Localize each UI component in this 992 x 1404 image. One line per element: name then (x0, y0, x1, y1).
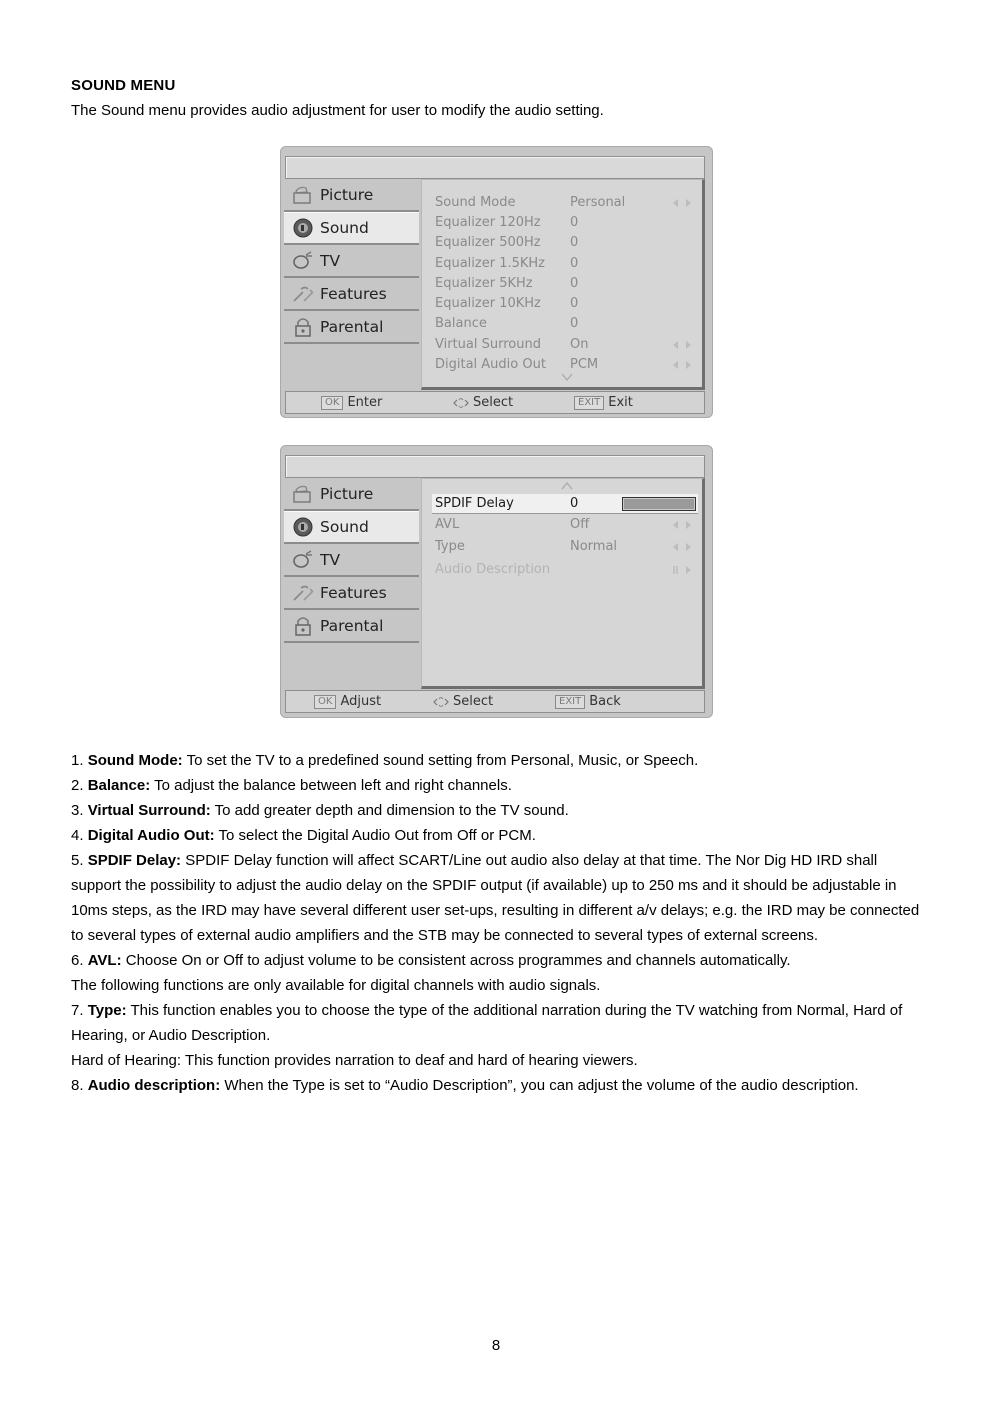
footer-select (433, 694, 493, 709)
sidebar-item-label: Picture (320, 484, 374, 503)
sidebar-item-parental[interactable] (284, 610, 419, 643)
sidebar-item-label: Picture (320, 185, 374, 204)
footer-exit (574, 395, 633, 410)
sidebar-item-label: TV (320, 550, 341, 569)
desc-virtual-surround (71, 798, 931, 823)
parental-icon (291, 615, 315, 637)
row-label: Balance (435, 316, 487, 331)
desc-number: 7. (71, 1002, 84, 1019)
sidebar-item-label: Parental (320, 317, 384, 336)
menu-row-virtual-surround[interactable] (432, 335, 698, 354)
footer-ok-enter (321, 395, 382, 410)
footer-ok-adjust (314, 694, 381, 709)
page-number: 8 (491, 1337, 501, 1354)
scroll-up-icon[interactable] (561, 482, 573, 493)
menu-row-equalizer-120hz[interactable] (432, 213, 698, 232)
sidebar-item-parental[interactable] (284, 311, 419, 344)
menu-row-avl[interactable] (432, 515, 698, 534)
sidebar-item-picture[interactable] (284, 478, 419, 511)
row-value: On (570, 337, 589, 352)
menu-row-equalizer-10khz[interactable] (432, 294, 698, 313)
menu-row-audio-description[interactable] (432, 560, 698, 579)
navigate-arrows-icon (453, 397, 469, 409)
menu-title-bar (285, 455, 705, 478)
footer-label: Select (453, 694, 494, 709)
row-value: 0 (570, 296, 579, 311)
desc-number: 4. (71, 827, 84, 844)
row-value: PCM (570, 357, 599, 372)
desc-text: SPDIF Delay function will affect SCART/Line out audio also delay at that time. The Nor Dig HD IRD shall support the possibility to adjust the audio delay on the SPDIF output (if available) up to 250 ms and it should be adjustable in 10ms steps, as the IRD may have several different user set-ups, resulting in different a/v delays; e.g. the IRD may be connected to several types of external audio amplifiers and the STB may be connected to several types of external screens. (71, 852, 920, 944)
sidebar-item-label: TV (320, 251, 341, 270)
sidebar-item-features[interactable] (284, 577, 419, 610)
desc-text: To set the TV to a predefined sound setting from Personal, Music, or Speech. (182, 752, 699, 769)
menu-content-panel (421, 179, 705, 390)
desc-number: 3. (71, 802, 84, 819)
menu-sidebar (284, 179, 419, 386)
desc-term: Audio description: (87, 1077, 221, 1094)
menu-row-balance[interactable] (432, 314, 698, 333)
sidebar-item-label: Sound (320, 218, 369, 237)
menu-footer (285, 690, 705, 713)
row-label: Equalizer 10KHz (435, 296, 541, 311)
row-label: Sound Mode (435, 195, 516, 210)
row-label: Equalizer 500Hz (435, 235, 541, 250)
sidebar-item-tv[interactable] (284, 544, 419, 577)
footer-label: Exit (608, 395, 633, 410)
menu-row-equalizer-1-5khz[interactable] (432, 254, 698, 273)
desc-term: Balance: (87, 777, 151, 794)
row-label: Digital Audio Out (435, 357, 546, 372)
tv-icon (291, 250, 315, 272)
row-label: Equalizer 1.5KHz (435, 256, 545, 271)
row-value: 0 (570, 256, 579, 271)
row-value: 0 (570, 235, 579, 250)
desc-digital-audio-out (71, 823, 931, 848)
sidebar-item-picture[interactable] (284, 179, 419, 212)
row-label: Type (435, 539, 465, 554)
desc-type (71, 998, 931, 1048)
footer-label: Back (589, 694, 621, 709)
row-value: Personal (570, 195, 626, 210)
volume-adjust-icon (672, 564, 692, 579)
left-right-arrows-icon (672, 519, 692, 534)
exit-key-badge: EXIT (555, 695, 585, 709)
desc-number: 8. (71, 1077, 84, 1094)
row-value: 0 (570, 496, 579, 511)
desc-text: The following functions are only available for digital channels with audio signals. (71, 977, 601, 994)
sidebar-item-label: Features (320, 583, 387, 602)
sound-menu-screenshot-1 (280, 146, 713, 418)
desc-balance (71, 773, 931, 798)
navigate-arrows-icon (433, 696, 449, 708)
sidebar-item-label: Features (320, 284, 387, 303)
page-title: SOUND MENU (71, 77, 176, 94)
desc-text: Choose On or Off to adjust volume to be consistent across programmes and channels automatically. (121, 952, 791, 969)
row-value: 0 (570, 276, 579, 291)
sound-icon (291, 217, 315, 239)
desc-term: Digital Audio Out: (87, 827, 215, 844)
row-value: 0 (570, 215, 579, 230)
ok-key-badge: OK (321, 396, 343, 410)
footer-select (453, 395, 513, 410)
picture-icon (291, 483, 315, 505)
feature-descriptions (71, 748, 931, 1098)
left-right-arrows-icon (672, 197, 692, 212)
desc-sound-mode (71, 748, 931, 773)
footer-label: Enter (347, 395, 383, 410)
footer-label: Adjust (340, 694, 382, 709)
features-icon (291, 283, 315, 305)
row-label: Equalizer 120Hz (435, 215, 541, 230)
exit-key-badge: EXIT (574, 396, 604, 410)
desc-term: Virtual Surround: (87, 802, 211, 819)
spdif-delay-slider[interactable] (622, 497, 696, 511)
intro-text: The Sound menu provides audio adjustment for user to modify the audio setting. (71, 102, 604, 119)
sidebar-item-label: Parental (320, 616, 384, 635)
desc-avl (71, 948, 931, 973)
footer-back (555, 694, 621, 709)
desc-spdif-delay (71, 848, 931, 948)
desc-text: When the Type is set to “Audio Description”, you can adjust the volume of the audio description. (220, 1077, 859, 1094)
sound-menu-screenshot-2 (280, 445, 713, 718)
desc-text: This function enables you to choose the type of the additional narration during the TV watching from Normal, Hard of Hearing, or Audio Description. (71, 1002, 903, 1044)
left-right-arrows-icon (672, 541, 692, 556)
picture-icon (291, 184, 315, 206)
desc-number: 1. (71, 752, 84, 769)
desc-term: SPDIF Delay: (87, 852, 182, 869)
desc-digital-only-note (71, 973, 931, 998)
ok-key-badge: OK (314, 695, 336, 709)
sidebar-item-sound[interactable] (284, 212, 419, 245)
menu-row-sound-mode[interactable] (432, 193, 698, 212)
desc-term: Type: (87, 1002, 127, 1019)
menu-footer (285, 391, 705, 414)
menu-sidebar (284, 478, 419, 685)
row-label: SPDIF Delay (435, 496, 514, 511)
menu-row-spdif-delay[interactable] (432, 494, 698, 514)
footer-label: Select (473, 395, 514, 410)
scroll-down-icon[interactable] (561, 373, 573, 384)
row-label: AVL (435, 517, 460, 532)
desc-number: 6. (71, 952, 84, 969)
tv-icon (291, 549, 315, 571)
row-label: Equalizer 5KHz (435, 276, 533, 291)
row-label: Virtual Surround (435, 337, 541, 352)
row-value: Off (570, 517, 590, 532)
desc-text: To select the Digital Audio Out from Off or PCM. (214, 827, 536, 844)
row-value: 0 (570, 316, 579, 331)
desc-hard-of-hearing (71, 1048, 931, 1073)
desc-term: Sound Mode: (87, 752, 183, 769)
menu-row-equalizer-5khz[interactable] (432, 274, 698, 293)
desc-audio-description (71, 1073, 931, 1098)
sidebar-item-tv[interactable] (284, 245, 419, 278)
sidebar-item-features[interactable] (284, 278, 419, 311)
row-label: Audio Description (435, 562, 551, 577)
left-right-arrows-icon (672, 339, 692, 354)
desc-text: To adjust the balance between left and right channels. (150, 777, 512, 794)
menu-content-panel (421, 478, 705, 689)
desc-number: 5. (71, 852, 84, 869)
sound-icon (291, 516, 315, 538)
menu-row-type[interactable] (432, 537, 698, 556)
menu-title-bar (285, 156, 705, 179)
menu-row-equalizer-500hz[interactable] (432, 233, 698, 252)
features-icon (291, 582, 315, 604)
sidebar-item-sound[interactable] (284, 511, 419, 544)
parental-icon (291, 316, 315, 338)
desc-number: 2. (71, 777, 84, 794)
desc-text: To add greater depth and dimension to the TV sound. (210, 802, 569, 819)
row-value: Normal (570, 539, 618, 554)
left-right-arrows-icon (672, 359, 692, 374)
desc-term: AVL: (87, 952, 122, 969)
sidebar-item-label: Sound (320, 517, 369, 536)
menu-row-digital-audio-out[interactable] (432, 355, 698, 374)
desc-text: Hard of Hearing: This function provides narration to deaf and hard of hearing viewers. (71, 1052, 638, 1069)
